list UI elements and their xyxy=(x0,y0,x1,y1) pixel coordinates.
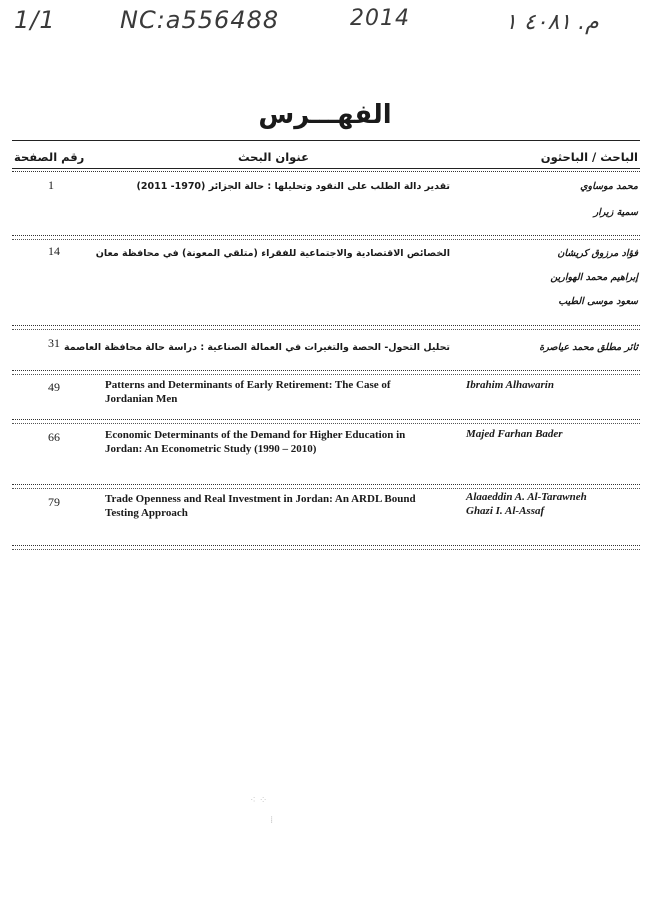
divider xyxy=(12,374,640,375)
entry-author: Alaaeddin A. Al-Tarawneh xyxy=(466,491,587,503)
divider xyxy=(12,419,640,420)
entry-title: تقدير دالة الطلب على النقود وتحليلها : حالة الجزائر (1970- 2011) xyxy=(136,181,450,192)
divider xyxy=(12,484,640,485)
entry-title-line: Jordan: An Econometric Study (1990 – 2010) xyxy=(105,443,317,455)
entry-page-number: 31 xyxy=(48,336,60,350)
divider xyxy=(12,235,640,236)
entry-title: تحليل التحول- الحصة والتغيرات في العمالة الصناعية : دراسة حالة محافظة العاصمة xyxy=(64,342,450,353)
divider xyxy=(12,370,640,371)
divider xyxy=(12,329,640,330)
scan-mark: ⁞ xyxy=(270,815,274,826)
divider xyxy=(12,488,640,489)
entry-title-line: Testing Approach xyxy=(105,507,188,519)
divider xyxy=(12,239,640,240)
entry-page-number: 1 xyxy=(48,178,54,192)
entry-title-line: Patterns and Determinants of Early Retirement: The Case of xyxy=(105,379,391,391)
header-authors: الباحث / الباحثون xyxy=(540,150,638,164)
entry-authors xyxy=(466,490,646,518)
entry-title xyxy=(105,378,445,406)
entry-author: ثائر مطلق محمد عياصرة xyxy=(539,342,638,353)
handwritten-year: 2014 xyxy=(350,6,410,31)
header-rule xyxy=(12,168,640,169)
entry-author: Ibrahim Alhawarin xyxy=(466,379,554,391)
entry-title xyxy=(105,492,445,520)
entry-page-number: 49 xyxy=(48,380,60,394)
entry-author: محمد موساوي xyxy=(580,181,638,192)
divider xyxy=(12,423,640,424)
divider xyxy=(12,325,640,326)
header-paper-title: عنوان البحث xyxy=(238,150,309,164)
entry-author: Ghazi I. Al-Assaf xyxy=(466,505,545,517)
entry-author: فؤاد مرزوق كريشان xyxy=(557,248,638,259)
entry-title-line: Trade Openness and Real Investment in Jordan: An ARDL Bound xyxy=(105,493,416,505)
header-dotted-rule xyxy=(12,171,640,172)
entry-title xyxy=(105,428,445,456)
page-title: الفهـــرس xyxy=(258,100,392,130)
handwritten-arabic-ref: م. ٤٠٨١ ١ xyxy=(505,10,599,35)
header-page-number: رقم الصفحة xyxy=(14,150,85,164)
handwritten-page-ref: 1/1 xyxy=(14,6,56,34)
entry-page-number: 79 xyxy=(48,495,60,509)
entry-page-number: 14 xyxy=(48,244,60,258)
entry-author: Majed Farhan Bader xyxy=(466,428,563,440)
entry-title-line: Jordanian Men xyxy=(105,393,178,405)
top-rule xyxy=(12,140,640,141)
entry-author: سمية زيرار xyxy=(593,207,638,218)
scan-mark: ⁖ ⁘ xyxy=(250,795,268,806)
entry-title-line: Economic Determinants of the Demand for Higher Education in xyxy=(105,429,406,441)
entry-title: الخصائص الاقتصادية والاجتماعية للفقراء (متلقي المعونة) في محافظة معان xyxy=(95,248,450,259)
divider xyxy=(12,549,640,550)
entry-page-number: 66 xyxy=(48,430,60,444)
entry-author: إبراهيم محمد الهوارين xyxy=(550,272,638,283)
divider xyxy=(12,545,640,546)
entry-author: سعود موسى الطيب xyxy=(558,296,638,307)
handwritten-code: NC:a556488 xyxy=(120,6,280,34)
